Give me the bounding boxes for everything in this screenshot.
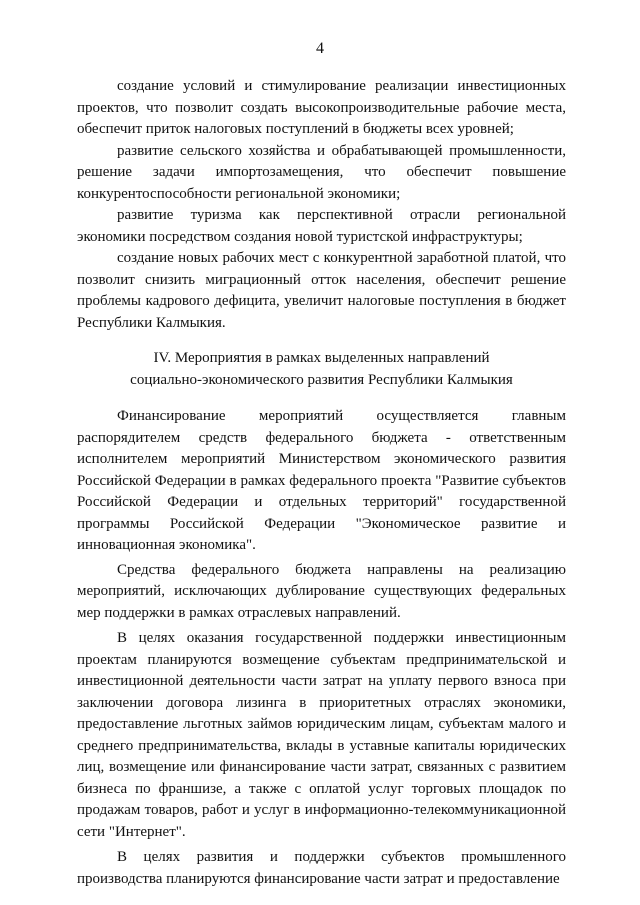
section-heading — [77, 348, 566, 391]
paragraph: В целях развития и поддержки субъектов промышленного производства планируются финансирование части затрат и предоставление — [77, 849, 566, 887]
paragraph: Финансирование мероприятий осуществляется главным распорядителем средств федерального бюджета - ответственным исполнителем мероприятий Министерством экономического развития Российской Федерации в рамках федерального проекта "Развитие субъектов Российской Федерации и отдельных территорий" государственной программы Российской Федерации "Экономическое развитие и инновационная экономика". — [77, 408, 566, 553]
paragraph: создание условий и стимулирование реализации инвестиционных проектов, что позволит создать высокопроизводительные рабочие места, обеспечит приток налоговых поступлений в бюджеты всех уровней; — [77, 78, 566, 137]
paragraph: развитие туризма как перспективной отрасли региональной экономики посредством создания новой туристской инфраструктуры; — [77, 207, 566, 245]
paragraph: Средства федерального бюджета направлены на реализацию мероприятий, исключающих дублирование существующих федеральных мер поддержки в рамках отраслевых направлений. — [77, 561, 566, 621]
section-heading-line-1: IV. Мероприятия в рамках выделенных направлений — [153, 350, 490, 366]
section-heading-line-2: социально-экономического развития Республики Калмыкия — [130, 371, 513, 388]
paragraph: развитие сельского хозяйства и обрабатывающей промышленности, решение задачи импортозамещения, что обеспечит повышение конкурентоспособности региональной экономики; — [77, 142, 566, 202]
paragraph: В целях оказания государственной поддержки инвестиционным проектам планируются возмещение субъектам предпринимательской и инвестиционной деятельности части затрат на уплату первого взноса при заключении договора лизинга в приоритетных отраслях экономики, предоставление льготных займов юридическим лицам, субъектам малого и среднего предпринимательства, вклады в уставные капиталы юридических лиц, возмещение или финансирование части затрат, связанных с развитием бизнеса по франшизе, а также с оплатой услуг торговых площадок по продажам товаров, работ и услуг в информационно-телекоммуникационной сети "Интернет". — [77, 630, 566, 840]
document-body — [77, 76, 566, 890]
page-number: 4 — [316, 40, 324, 57]
paragraph: создание новых рабочих мест с конкурентной заработной платой, что позволит снизить миграционный отток населения, обеспечит решение проблемы кадрового дефицита, увеличит налоговые поступления в бюджет Республики Калмыкия. — [77, 250, 566, 331]
